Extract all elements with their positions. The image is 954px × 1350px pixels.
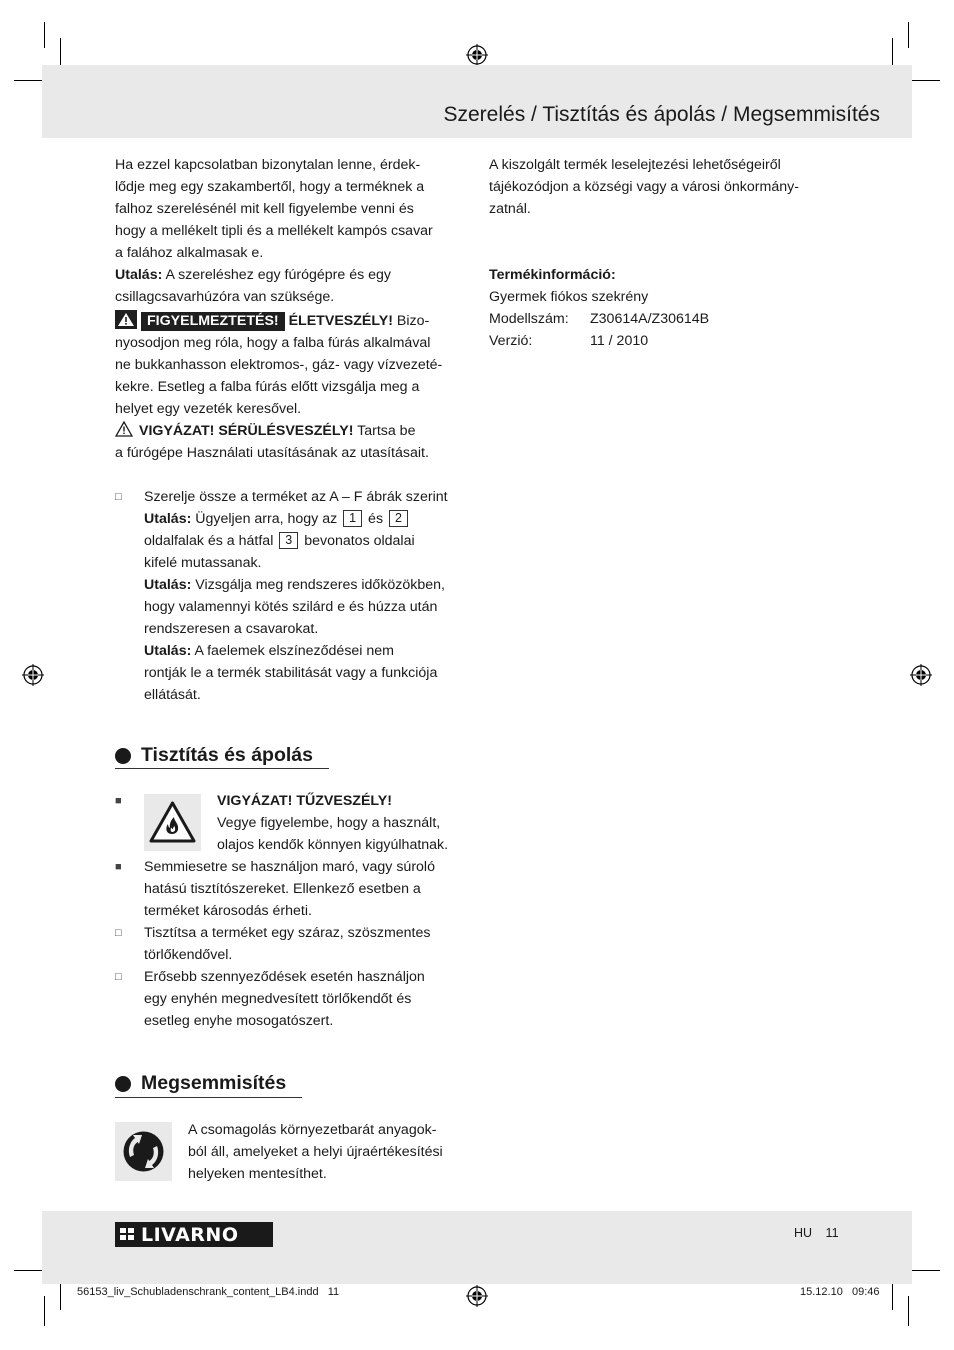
brand-logo [115, 1222, 273, 1247]
text-line: A kiszolgált termék leselejtezési lehetőségeiről [489, 157, 781, 173]
text-line: A faelemek elszíneződései nem [191, 643, 394, 659]
text-line: falhoz szerelésénél mit kell figyelembe venni és [115, 201, 414, 217]
section-title: Tisztítás és ápolás [141, 744, 313, 766]
left-column [115, 154, 475, 706]
caution-label: VIGYÁZAT! SÉRÜLÉSVESZÉLY! [139, 423, 354, 439]
fire-warning-label: VIGYÁZAT! TŰZVESZÉLY! [217, 793, 392, 809]
section-title: Megsemmisítés [141, 1072, 287, 1094]
page-number: 11 [825, 1226, 839, 1240]
text-line: tájékozódjon a községi vagy a városi önkormány- [489, 179, 799, 195]
print-datetime: 15.12.10 09:46 [800, 1286, 880, 1298]
crop-mark [908, 1270, 940, 1271]
text-line: a falához alkalmasak e. [115, 245, 264, 261]
model-label: Modellszám: [489, 311, 569, 327]
empty-square-bullet: □ [115, 491, 122, 503]
section-heading-disposal [115, 1072, 286, 1095]
intro-paragraph [115, 154, 475, 264]
warning-badge: FIGYELMEZTETÉS! [141, 312, 285, 331]
warning-paragraph [115, 310, 475, 420]
text-line: hatású tisztítószereket. Ellenkező esetben a [144, 881, 421, 897]
fire-warning-icon [144, 794, 201, 851]
part-number-1: 1 [343, 510, 362, 527]
text-line: a fúrógépe Használati utasításának az utasításait. [115, 445, 429, 461]
filled-square-bullet: ■ [115, 795, 122, 807]
file-name: 56153_liv_Schubladenschrank_content_LB4.indd 11 [77, 1286, 340, 1298]
text-line: kifelé mutassanak. [144, 555, 262, 571]
text-line: Erősebb szennyeződések esetén használjon [144, 969, 425, 985]
text-line: hogy a mellékelt tipli és a mellékelt kampós csavar [115, 223, 433, 239]
product-info [489, 264, 849, 352]
text-line: Vizsgálja meg rendszeres időközökben, [191, 577, 445, 593]
empty-square-bullet: □ [115, 927, 122, 939]
version-label: Verzió: [489, 333, 533, 349]
text-line: esetleg enyhe mosogatószert. [144, 1013, 334, 1029]
filled-square-bullet: ■ [115, 861, 122, 873]
recycling-green-dot-icon [115, 1122, 172, 1181]
product-info-title: Termékinformáció: [489, 267, 616, 283]
text-segment: Ügyeljen arra, hogy az [191, 511, 342, 527]
part-number-3: 3 [279, 532, 298, 549]
text-line: Tartsa be [353, 423, 416, 439]
empty-square-bullet: □ [115, 971, 122, 983]
registration-mark-icon [910, 664, 932, 686]
text-line: rontják le a termék stabilitását vagy a funkciója [144, 665, 438, 681]
header-band [42, 65, 912, 138]
note-label: Utalás: [115, 267, 163, 283]
list-item [115, 790, 475, 856]
note-label: Utalás: [144, 577, 192, 593]
text-segment: és [364, 511, 387, 527]
text-line: kekre. Esetleg a falba fúrás előtt vizsgálja meg a [115, 379, 420, 395]
brand-name: LIVARNO [141, 1223, 239, 1246]
text-line: hogy valamennyi kötés szilárd e és húzza után [144, 599, 438, 615]
crop-mark [908, 22, 909, 48]
registration-mark-icon [466, 1285, 488, 1307]
text-line: csillagcsavarhúzóra van szüksége. [115, 289, 335, 305]
bullet-dot-icon [115, 1076, 131, 1092]
note-label: Utalás: [144, 511, 192, 527]
model-value: Z30614A/Z30614B [590, 311, 710, 327]
text-line: rendszeresen a csavarokat. [144, 621, 319, 637]
text-line: Ha ezzel kapcsolatban bizonytalan lenne, érdek- [115, 157, 421, 173]
registration-mark-icon [22, 664, 44, 686]
text-line: A csomagolás környezetbarát anyagok- [188, 1122, 437, 1138]
text-line: lődje meg egy szakambertől, hogy a terméknek a [115, 179, 425, 195]
part-number-2: 2 [389, 510, 408, 527]
disposal-text [188, 1119, 478, 1185]
note-paragraph [115, 264, 475, 308]
caution-triangle-icon [115, 421, 133, 437]
livarno-logo-icon [115, 1222, 141, 1247]
text-line: ne bukkanhasson elektromos-, gáz- vagy vízvezeté- [115, 357, 443, 373]
text-line: Tisztítsa a terméket egy száraz, szöszmentes [144, 925, 431, 941]
crop-mark [892, 1284, 893, 1310]
danger-label: ÉLETVESZÉLY! [288, 313, 393, 329]
crop-mark [44, 1296, 45, 1326]
page-title: Szerelés / Tisztítás és ápolás / Megsemmisítés [443, 103, 880, 126]
text-line: Bizo- [392, 313, 430, 329]
warning-triangle-icon [115, 310, 137, 329]
text-segment: bevonatos oldalai [300, 533, 415, 549]
text-line: törlőkendővel. [144, 947, 233, 963]
version-value: 11 / 2010 [590, 333, 649, 349]
text-line: helyeken mentesíthet. [188, 1166, 327, 1182]
text-line: ból áll, amelyeket a helyi újraértékesítési [188, 1144, 443, 1160]
text-line: Szerelje össze a terméket az A – F ábrák szerint [144, 489, 448, 505]
registration-mark-icon [466, 44, 488, 66]
right-column [489, 154, 849, 352]
text-line: nyosodjon meg róla, hogy a falba fúrás alkalmával [115, 335, 431, 351]
text-line: ellátását. [144, 687, 201, 703]
disposal-right-paragraph [489, 154, 849, 220]
section-underline [115, 1097, 302, 1098]
list-item [115, 966, 475, 1032]
list-item [115, 922, 475, 966]
note-label: Utalás: [144, 643, 192, 659]
language-code: HU [794, 1226, 813, 1240]
crop-mark [44, 22, 45, 48]
text-segment: oldalfalak és a hátfal [144, 533, 278, 549]
text-line: Vegye figyelembe, hogy a használt, [217, 815, 441, 831]
text-line: egy enyhén megnedvesített törlőkendőt és [144, 991, 412, 1007]
text-line: terméket károsodás érheti. [144, 903, 312, 919]
section-heading-cleaning [115, 744, 313, 767]
product-name: Gyermek fiókos szekrény [489, 289, 649, 305]
page-indicator [794, 1226, 839, 1240]
section-underline [115, 768, 329, 769]
cleaning-list [115, 790, 475, 1032]
list-item [115, 856, 475, 922]
text-line: zatnál. [489, 201, 531, 217]
bullet-dot-icon [115, 748, 131, 764]
crop-mark [908, 80, 940, 81]
assembly-step [115, 486, 475, 706]
crop-mark [60, 1284, 61, 1310]
text-line: helyet egy vezeték keresővel. [115, 401, 302, 417]
crop-mark [908, 1296, 909, 1326]
caution-paragraph [115, 420, 475, 464]
text-line: A szereléshez egy fúrógépre és egy [162, 267, 392, 283]
text-line: Semmiesetre se használjon maró, vagy súroló [144, 859, 435, 875]
text-line: olajos kendők könnyen kigyúlhatnak. [217, 837, 449, 853]
